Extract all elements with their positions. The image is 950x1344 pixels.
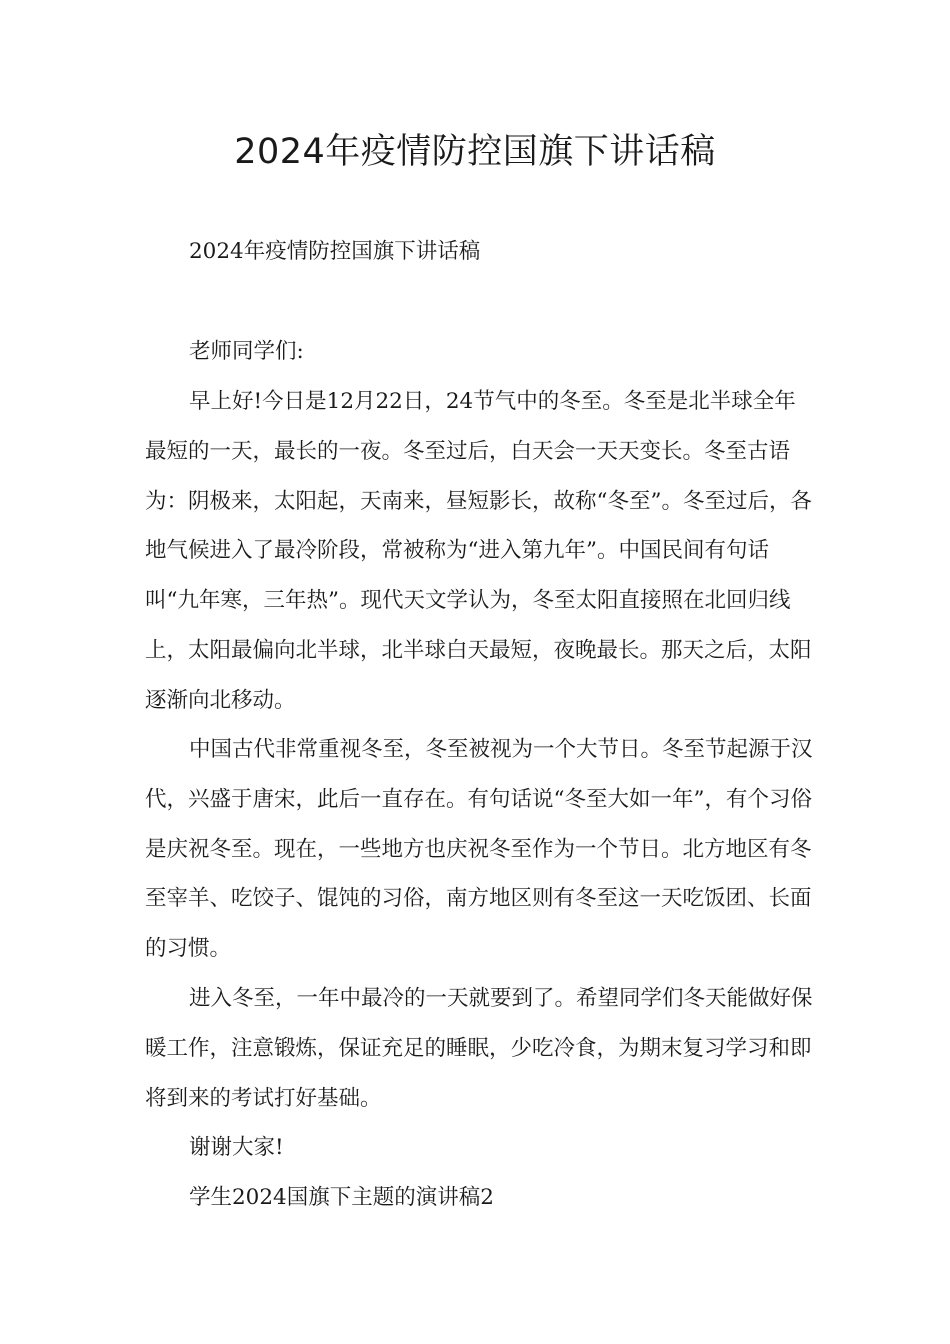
paragraph-advice: 进入冬至，一年中最冷的一天就要到了。希望同学们冬天能做好保暖工作，注意锻炼，保证充足的睡眠，少吃冷食，为期末复习学习和即将到来的考试打好基础。	[145, 986, 813, 1111]
greeting: 老师同学们:	[189, 339, 304, 364]
paragraph-winter-solstice: 早上好!今日是12月22日，24节气中的冬至。冬至是北半球全年最短的一天，最长的一夜。冬至过后，白天会一天天变长。冬至古语为：阴极来，太阳起，天南来，昼短影长，故称“冬至”。冬至过后，各地气候进入了最冷阶段，常被称为“进入第九年”。中国民间有句话叫“九年寒，三年热”。现代天文学认为，冬至太阳直接照在北回归线上，太阳最偏向北半球，北半球白天最短，夜晚最长。那天之后，太阳逐渐向北移动。	[145, 389, 812, 713]
closing-thanks: 谢谢大家!	[189, 1135, 284, 1160]
next-speech-title: 学生2024国旗下主题的演讲稿2	[189, 1185, 494, 1210]
document-title: 2024年疫情防控国旗下讲话稿	[234, 132, 716, 172]
document-subtitle: 2024年疫情防控国旗下讲话稿	[189, 239, 481, 264]
paragraph-festival-history: 中国古代非常重视冬至，冬至被视为一个大节日。冬至节起源于汉代，兴盛于唐宋，此后一直存在。有句话说“冬至大如一年”，有个习俗是庆祝冬至。现在，一些地方也庆祝冬至作为一个节日。北方地区有冬至宰羊、吃饺子、馄饨的习俗，南方地区则有冬至这一天吃饭团、长面的习惯。	[145, 737, 813, 962]
